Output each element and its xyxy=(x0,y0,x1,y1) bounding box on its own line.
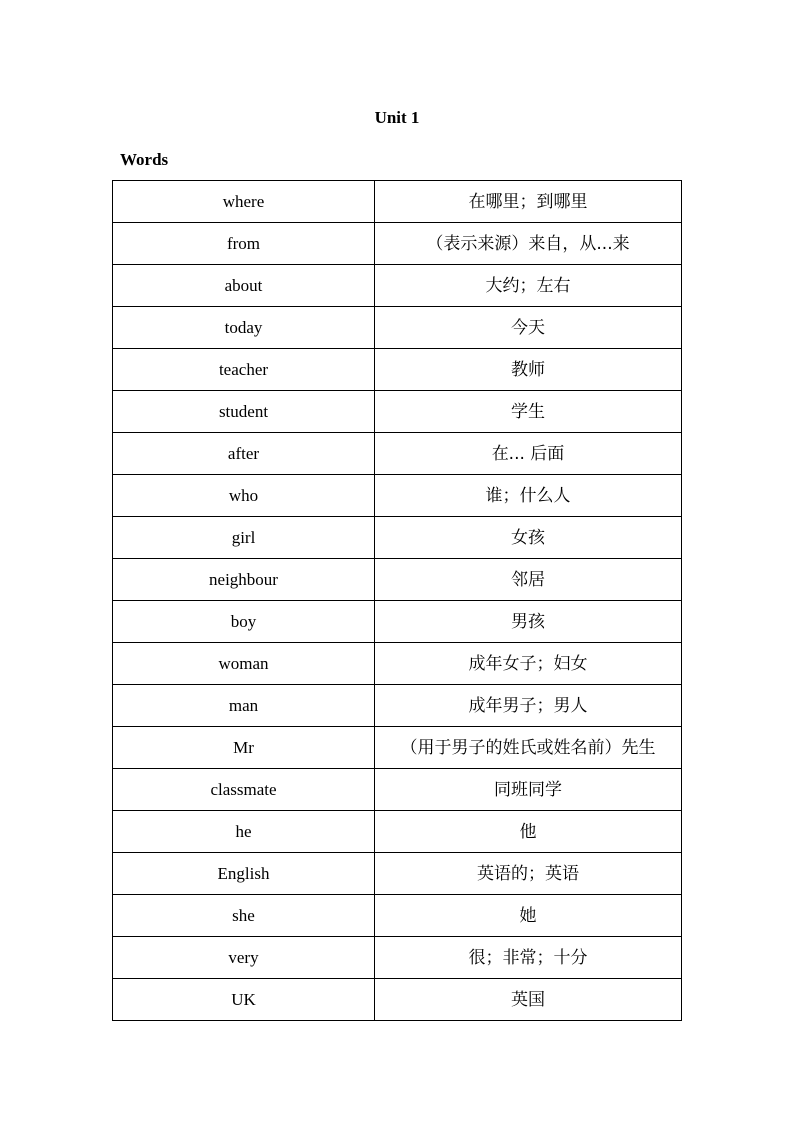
english-word: boy xyxy=(113,601,375,643)
english-word: teacher xyxy=(113,349,375,391)
english-word: student xyxy=(113,391,375,433)
table-row xyxy=(113,769,682,811)
chinese-meaning: 男孩 xyxy=(375,601,682,643)
english-word: Mr xyxy=(113,727,375,769)
table-row xyxy=(113,433,682,475)
table-row xyxy=(113,559,682,601)
chinese-meaning: 大约；左右 xyxy=(375,265,682,307)
english-word: neighbour xyxy=(113,559,375,601)
chinese-meaning: 英语的；英语 xyxy=(375,853,682,895)
chinese-meaning: 他 xyxy=(375,811,682,853)
chinese-meaning: 她 xyxy=(375,895,682,937)
table-row xyxy=(113,475,682,517)
english-word: he xyxy=(113,811,375,853)
vocabulary-table xyxy=(112,180,682,1021)
chinese-meaning: （用于男子的姓氏或姓名前）先生 xyxy=(375,727,682,769)
chinese-meaning: 成年女子；妇女 xyxy=(375,643,682,685)
english-word: English xyxy=(113,853,375,895)
english-word: man xyxy=(113,685,375,727)
english-word: from xyxy=(113,223,375,265)
english-word: today xyxy=(113,307,375,349)
english-word: who xyxy=(113,475,375,517)
chinese-meaning: （表示来源）来自，从...来 xyxy=(375,223,682,265)
table-row xyxy=(113,265,682,307)
table-row xyxy=(113,307,682,349)
table-row xyxy=(113,181,682,223)
table-row xyxy=(113,979,682,1021)
section-heading: Words xyxy=(120,150,169,169)
english-word: very xyxy=(113,937,375,979)
chinese-meaning: 同班同学 xyxy=(375,769,682,811)
chinese-meaning: 在哪里；到哪里 xyxy=(375,181,682,223)
table-row xyxy=(113,643,682,685)
chinese-meaning: 谁；什么人 xyxy=(375,475,682,517)
table-row xyxy=(113,685,682,727)
english-word: classmate xyxy=(113,769,375,811)
table-row xyxy=(113,853,682,895)
chinese-meaning: 教师 xyxy=(375,349,682,391)
english-word: where xyxy=(113,181,375,223)
table-row xyxy=(113,895,682,937)
chinese-meaning: 在... 后面 xyxy=(375,433,682,475)
chinese-meaning: 英国 xyxy=(375,979,682,1021)
english-word: about xyxy=(113,265,375,307)
table-row xyxy=(113,349,682,391)
page-title: Unit 1 xyxy=(374,108,420,127)
chinese-meaning: 女孩 xyxy=(375,517,682,559)
chinese-meaning: 今天 xyxy=(375,307,682,349)
table-row xyxy=(113,391,682,433)
table-row xyxy=(113,727,682,769)
chinese-meaning: 邻居 xyxy=(375,559,682,601)
english-word: woman xyxy=(113,643,375,685)
english-word: UK xyxy=(113,979,375,1021)
chinese-meaning: 成年男子；男人 xyxy=(375,685,682,727)
english-word: after xyxy=(113,433,375,475)
english-word: girl xyxy=(113,517,375,559)
chinese-meaning: 学生 xyxy=(375,391,682,433)
table-row xyxy=(113,937,682,979)
table-row xyxy=(113,811,682,853)
english-word: she xyxy=(113,895,375,937)
chinese-meaning: 很；非常；十分 xyxy=(375,937,682,979)
table-row xyxy=(113,223,682,265)
table-row xyxy=(113,601,682,643)
table-row xyxy=(113,517,682,559)
